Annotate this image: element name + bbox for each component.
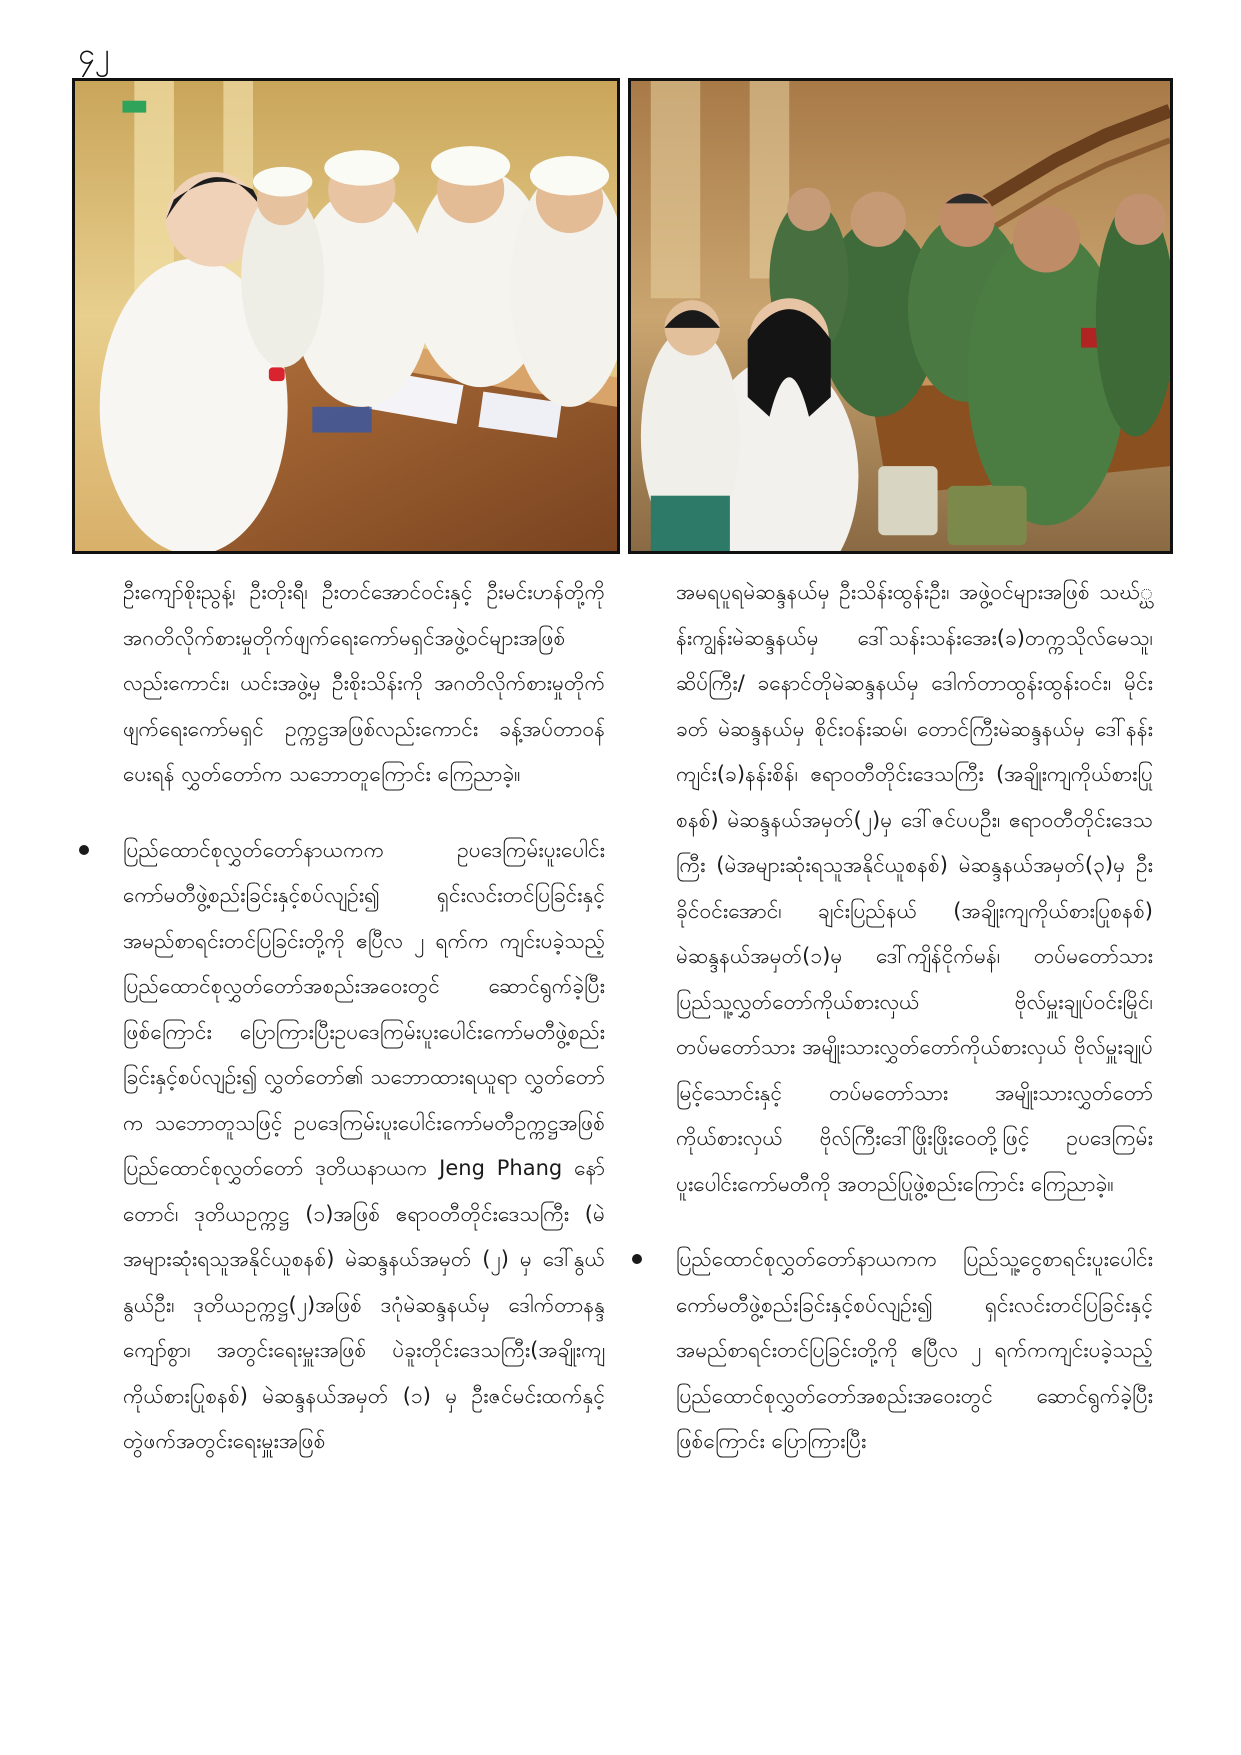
bullet-icon [79,845,89,855]
right-paragraph: အမရပူရမဲဆန္ဒနယ်မှ ဦးသိန်းထွန်းဦး၊ အဖွဲ့ဝင်များအဖြစ် သဃ်္ဃန်းကျွန်းမဲဆန္ဒနယ်မှ ဒေါ်သန်းသန်းအေး(ခ)တက္ကသိုလ်မေသူ၊ ဆိပ်ကြီး/ ခနောင်တိုမဲဆန္ဒနယ်မှ ဒေါက်တာထွန်းထွန်းဝင်း၊ မိုင်းခတ် မဲဆန္ဒနယ်မှ စိုင်းဝန်းဆမ်၊ တောင်ကြီးမဲဆန္ဒနယ်မှ ဒေါ်နန်းကျင်း(ခ)နန်းစိန်၊ ဧရာဝတီတိုင်းဒေသကြီး (အချိုးကျကိုယ်စားပြုစနစ်) မဲဆန္ဒနယ်အမှတ်(၂)မှ ဒေါ်ဇင်ပပဦး၊ ဧရာဝတီတိုင်းဒေသကြီး (မဲအများဆုံးရသူအနိုင်ယူစနစ်) မဲဆန္ဒနယ်အမှတ်(၃)မှ ဦးခိုင်ဝင်းအောင်၊ ချင်းပြည်နယ် (အချိုးကျကိုယ်စားပြုစနစ်) မဲဆန္ဒနယ်အမှတ်(၁)မှ ဒေါ်ကျိန်ငိုက်မန်၊ တပ်မတော်သား ပြည်သူ့လွှတ်တော်ကိုယ်စားလှယ် ဗိုလ်မှူးချုပ်ဝင်းမြိုင်၊ တပ်မတော်သား အမျိုးသားလွှတ်တော်ကိုယ်စားလှယ် ဗိုလ်မှူးချုပ်မြင့်သောင်းနှင့် တပ်မတော်သား အမျိုးသားလွှတ်တော်ကိုယ်စားလှယ် ဗိုလ်ကြီးဒေါ်ဖြိုးဖြိုးဝေတို့ဖြင့် ဥပဒေကြမ်းပူးပေါင်းကော်မတီကို အတည်ပြုဖွဲ့စည်းကြောင်း ကြေညာခဲ့။ [676,580,1153,1196]
page-number: ၄၂ [78,37,110,72]
left-text-column [95,570,605,1465]
civilian-registration-photo [72,78,620,554]
right-text-column [648,570,1153,1465]
left-bullet-text: ပြည်ထောင်စုလွှတ်တော်နာယကက ဥပဒေကြမ်းပူးပေါင်းကော်မတီဖွဲ့စည်းခြင်းနှင့်စပ်လျဉ်း၍ ရှင်းလင်းတင်ပြခြင်းနှင့် အမည်စာရင်းတင်ပြခြင်းတို့ကို ဧပြီလ ၂ ရက်က ကျင်းပခဲ့သည့် ပြည်ထောင်စုလွှတ်တော်အစည်းအဝေးတွင် ဆောင်ရွက်ခဲ့ပြီးဖြစ်ကြောင်း ပြောကြားပြီးဥပဒေကြမ်းပူးပေါင်းကော်မတီဖွဲ့စည်းခြင်းနှင့်စပ်လျဉ်း၍ လွှတ်တော်၏ သဘောထားရယူရာ လွှတ်တော်က သဘောတူသဖြင့် ဥပဒေကြမ်းပူးပေါင်းကော်မတီဥက္ကဋ္ဌအဖြစ် ပြည်ထောင်စုလွှတ်တော် ဒုတိယနာယက Jeng Phang နော်တောင်၊ ဒုတိယဥက္ကဋ္ဌ (၁)အဖြစ် ဧရာဝတီတိုင်းဒေသကြီး (မဲအများဆုံးရသူအနိုင်ယူစနစ်) မဲဆန္ဒနယ်အမှတ် (၂) မှ ဒေါ်နွယ်နွယ်ဦး၊ ဒုတိယဥက္ကဋ္ဌ(၂)အဖြစ် ဒဂုံမဲဆန္ဒနယ်မှ ဒေါက်တာနန္ဒကျော်စွာ၊ အတွင်းရေးမှူးအဖြစ် ပဲခူးတိုင်းဒေသကြီး(အချိုးကျကိုယ်စားပြုစနစ်) မဲဆန္ဒနယ်အမှတ် (၁) မှ ဦးဇင်မင်းထက်နှင့် တွဲဖက်အတွင်းရေးမှူးအဖြစ် [123,837,605,1453]
right-bullet-paragraph [648,1237,1153,1465]
military-registration-photo [628,78,1173,554]
right-bullet-text: ပြည်ထောင်စုလွှတ်တော်နာယကက ပြည်သူ့ငွေစာရင်းပူးပေါင်းကော်မတီဖွဲ့စည်းခြင်းနှင့်စပ်လျဉ်း၍ ရှင်းလင်းတင်ပြခြင်းနှင့် အမည်စာရင်းတင်ပြခြင်းတို့ကို ဧပြီလ ၂ ရက်ကကျင်းပခဲ့သည့် ပြည်ထောင်စုလွှတ်တော်အစည်းအဝေးတွင် ဆောင်ရွက်ခဲ့ပြီးဖြစ်ကြောင်း ပြောကြားပြီး [676,1247,1153,1453]
left-paragraph: ဦးကျော်စိုးညွန့်၊ ဦးတိုးရီ၊ ဦးတင်အောင်ဝင်းနှင့် ဦးမင်းဟန်တို့ကို အဂတိလိုက်စားမှုတိုက်ဖျက်ရေးကော်မရှင်အဖွဲ့ဝင်များအဖြစ်လည်းကောင်း၊ ယင်းအဖွဲ့မှ ဦးစိုးသိန်းကို အဂတိလိုက်စားမှုတိုက်ဖျက်ရေးကော်မရှင် ဥက္ကဋ္ဌအဖြစ်လည်းကောင်း ခန့်အပ်တာဝန် ပေးရန် လွှတ်တော်က သဘောတူကြောင်း ကြေညာခဲ့။ [123,580,605,786]
left-bullet-paragraph [95,828,605,1465]
bullet-icon [632,1254,642,1264]
